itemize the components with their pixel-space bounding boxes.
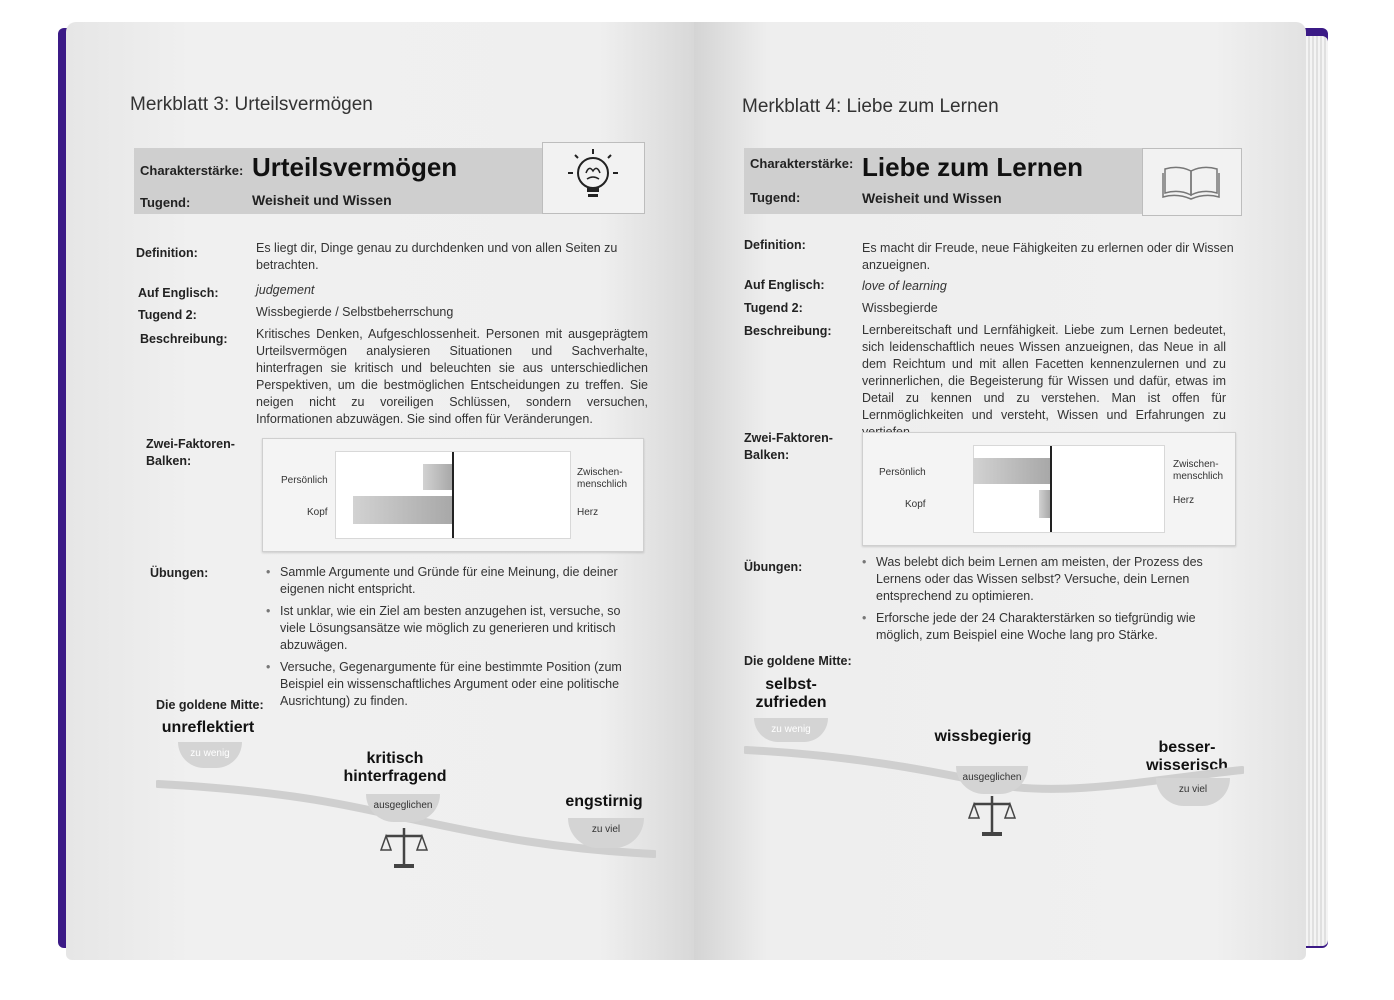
- virtue2-label: Tugend 2:: [744, 301, 803, 315]
- exercise-item: • Sammle Argumente und Gründe für eine Meinung, die deiner eigenen nicht entspricht.: [266, 564, 648, 598]
- exercise-item: • Versuche, Gegenargumente für eine bestimmte Position (zum Beispiel ein wissenschaftliches Argument oder eine politische Ausrichtung) zu finden.: [266, 659, 648, 710]
- bars-label: Zwei-Faktoren-Balken:: [146, 437, 235, 468]
- balanced-tag: ausgeglichen: [962, 772, 1022, 783]
- bar-label-head: Kopf: [307, 507, 328, 518]
- too-much-tag: zu viel: [1178, 784, 1208, 795]
- description-label: Beschreibung:: [744, 324, 832, 338]
- exercises-list: [862, 554, 1234, 649]
- bar-label-interpersonal: Zwischen-menschlich: [1173, 459, 1224, 482]
- bar-personal-interpersonal: [973, 458, 1050, 484]
- strength-icon-box: [1142, 148, 1242, 216]
- definition-text: Es liegt dir, Dinge genau zu durchdenken und von allen Seiten zu betrachten.: [256, 241, 618, 272]
- bar-label-personal: Persönlich: [281, 475, 328, 486]
- definition-label: Definition:: [136, 246, 198, 260]
- english-label: Auf Englisch:: [744, 278, 825, 292]
- too-little-tag: zu wenig: [190, 748, 230, 759]
- english-label: Auf Englisch:: [138, 286, 219, 300]
- two-factor-bars: [862, 432, 1236, 546]
- virtue-name: Weisheit und Wissen: [252, 192, 392, 208]
- bar-personal-interpersonal: [423, 464, 452, 490]
- virtue2-text: Wissbegierde / Selbstbeherrschung: [256, 305, 454, 319]
- bars-label: Zwei-Faktoren-Balken:: [744, 431, 833, 462]
- too-much-word: besser-wisserisch: [1146, 739, 1228, 774]
- sheet-title: Merkblatt 3: Urteilsvermögen: [130, 94, 373, 115]
- bar-center-axis: [1050, 446, 1052, 532]
- bar-head-heart: [1039, 490, 1050, 518]
- balanced-tag: ausgeglichen: [373, 800, 433, 811]
- right-page: [694, 22, 1306, 960]
- description-label: Beschreibung:: [140, 332, 228, 346]
- description-text: Kritisches Denken, Aufgeschlossenheit. Personen mit ausgeprägtem Urteilsvermögen analysieren Situationen und Sachverhalte, hinterfragen sie kritisch und beleuchten sie aus unterschiedlichen Perspektiven, um die bestmöglichen Entscheidungen zu treffen. Sie neigen nicht zu voreiligen Schlüssen, sondern versuchen, Informationen abzuwägen. Sie sind offen für Veränderungen.: [256, 327, 648, 426]
- bar-head-heart: [353, 496, 452, 524]
- strength-icon-box: [542, 142, 645, 214]
- two-factor-bars: [262, 438, 644, 552]
- strength-name: Urteilsvermögen: [252, 152, 458, 182]
- bar-plot-area: [335, 451, 571, 539]
- strength-header: [134, 148, 542, 214]
- description-text: Lernbereitschaft und Lernfähigkeit. Liebe zum Lernen bedeutet, sich leidenschaftlich neues Wissen anzueignen, das Neue in all dem Reichtum und mit allen Facetten kennenzulernen und zu verinnerlichen, die Begeisterung für Wissen und dafür, etwas im Detail zu kennen und zu verstehen. Man ist offen für Lernmöglichkeiten und versteht, Wissen und Erfahrungen zu: [862, 323, 1226, 422]
- english-text: love of learning: [862, 279, 947, 293]
- strength-header: [744, 148, 1142, 214]
- balance-scale-icon: [968, 794, 1016, 838]
- virtue-label: Tugend:: [750, 190, 801, 205]
- bar-center-axis: [452, 452, 454, 538]
- too-much-tag: zu viel: [591, 824, 621, 835]
- too-little-word: selbst-zufrieden: [755, 676, 827, 711]
- exercise-item: • Was belebt dich beim Lernen am meisten, der Prozess des Lernens oder das Wissen selbst? Versuche, dein Lernen entsprechend zu optimieren.: [862, 554, 1234, 605]
- golden-mean-label: Die goldene Mitte:: [156, 698, 264, 712]
- virtue-label: Tugend:: [140, 195, 191, 210]
- virtue-name: Weisheit und Wissen: [862, 190, 1002, 206]
- virtue2-text: Wissbegierde: [862, 301, 938, 315]
- bar-label-heart: Herz: [577, 507, 599, 518]
- virtue2-label: Tugend 2:: [138, 308, 197, 322]
- left-page: [66, 22, 694, 960]
- bar-plot-area: [973, 445, 1165, 533]
- strength-label: Charakterstärke:: [750, 156, 854, 171]
- lightbulb-brain-icon: [543, 143, 644, 213]
- golden-mean-label: Die goldene Mitte:: [744, 654, 852, 668]
- exercise-item: • Erforsche jede der 24 Charakterstärken so tiefgründig wie möglich, zum Beispiel eine Woche lang pro Stärke.: [862, 610, 1234, 644]
- bar-label-head: Kopf: [905, 499, 926, 510]
- definition-label: Definition:: [744, 238, 806, 252]
- too-little-tag: zu wenig: [771, 724, 811, 735]
- bar-label-personal: Persönlich: [879, 467, 926, 478]
- balanced-word: wissbegierig: [934, 728, 1032, 745]
- balance-scale-icon: [380, 826, 428, 870]
- too-much-word: engstirnig: [565, 793, 643, 810]
- balanced-word: kritisch hinterfragend: [343, 750, 447, 785]
- english-text: judgement: [256, 283, 315, 297]
- strength-name: Liebe zum Lernen: [862, 152, 1084, 182]
- too-little-word: unreflektiert: [161, 719, 255, 736]
- exercises-label: Übungen:: [150, 566, 209, 580]
- definition-text: Es macht dir Freude, neue Fähigkeiten zu erlernen oder dir Wissen anzueignen.: [862, 241, 1234, 272]
- page-edges: [1304, 36, 1328, 946]
- open-book-icon: [1143, 149, 1241, 215]
- exercise-item: • Ist unklar, wie ein Ziel am besten anzugehen ist, versuche, so viele Lösungsansätze wie möglich zu generieren und kritisch abzuwägen.: [266, 603, 648, 654]
- sheet-title: Merkblatt 4: Liebe zum Lernen: [742, 96, 999, 117]
- exercises-list: [266, 564, 648, 715]
- exercises-label: Übungen:: [744, 560, 803, 574]
- bar-label-interpersonal: Zwischen-menschlich: [577, 467, 628, 490]
- strength-label: Charakterstärke:: [140, 163, 244, 178]
- bar-label-heart: Herz: [1173, 495, 1195, 506]
